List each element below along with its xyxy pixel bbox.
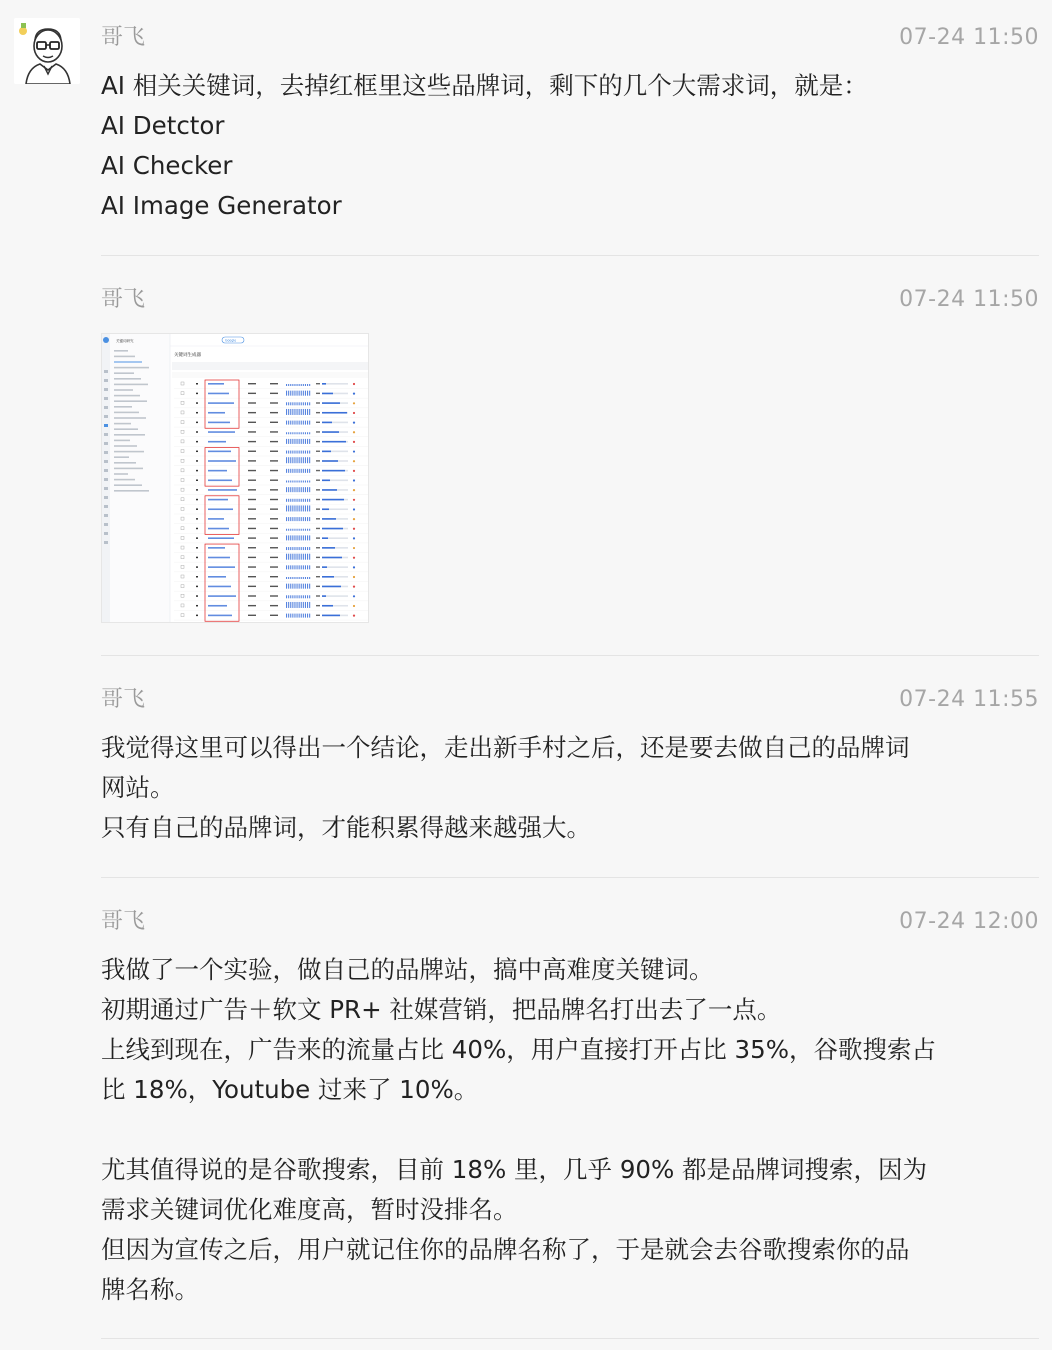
sender-name[interactable]: 哥飞	[101, 287, 146, 312]
message-line: 比 18%，Youtube 过来了 10%。	[101, 1075, 479, 1104]
sidebar-title: 关键词研究	[116, 339, 134, 343]
message-line: 尤其值得说的是谷歌搜索，目前 18% 里，几乎 90% 都是品牌词搜索，因为	[101, 1155, 928, 1184]
message-timestamp: 07-24 11:50	[899, 25, 1039, 50]
message	[101, 686, 1039, 856]
message-line-blank	[101, 1110, 1039, 1150]
sender-name[interactable]: 哥飞	[101, 25, 146, 50]
message-divider	[101, 1338, 1039, 1339]
tool-page-title: 关键词生成器	[174, 353, 201, 358]
message-line: AI Checker	[101, 151, 233, 180]
keyword-tool-screenshot	[102, 334, 369, 623]
message-line: 牌名称。	[101, 1275, 199, 1304]
avatar[interactable]	[14, 18, 80, 84]
message	[101, 286, 1039, 631]
message-divider	[101, 655, 1039, 656]
message-line: 我觉得这里可以得出一个结论，走出新手村之后，还是要去做自己的品牌词	[101, 733, 910, 762]
message	[101, 908, 1039, 1328]
sender-name[interactable]: 哥飞	[101, 687, 146, 712]
message-line: AI Image Generator	[101, 191, 342, 220]
message-divider	[101, 877, 1039, 878]
message	[101, 24, 1039, 234]
message-line: 初期通过广告＋软文 PR+ 社媒营销，把品牌名打出去了一点。	[101, 995, 782, 1024]
message-divider	[101, 255, 1039, 256]
avatar-portrait-icon	[14, 18, 80, 84]
message-text	[101, 950, 1039, 1310]
app-logo-icon	[103, 337, 109, 343]
message-line: 我做了一个实验，做自己的品牌站，搞中高难度关键词。	[101, 955, 714, 984]
search-engine-label: Google	[225, 338, 237, 343]
message-line: 网站。	[101, 773, 175, 802]
screenshot-attachment[interactable]	[101, 333, 369, 623]
message-timestamp: 07-24 11:55	[899, 687, 1039, 712]
message-line: 但因为宣传之后，用户就记住你的品牌名称了，于是就会去谷歌搜索你的品	[101, 1235, 910, 1264]
message-line: 需求关键词优化难度高，暂时没排名。	[101, 1195, 518, 1224]
message-line: 只有自己的品牌词，才能积累得越来越强大。	[101, 813, 591, 842]
message-text	[101, 66, 1039, 226]
message-timestamp: 07-24 11:50	[899, 287, 1039, 312]
message-line: 上线到现在，广告来的流量占比 40%，用户直接打开占比 35%，谷歌搜索占	[101, 1035, 936, 1064]
message-text	[101, 728, 1039, 848]
message-line: AI 相关关键词，去掉红框里这些品牌词，剩下的几个大需求词，就是：	[101, 71, 868, 100]
message-line: AI Detctor	[101, 111, 225, 140]
sender-name[interactable]: 哥飞	[101, 909, 146, 934]
message-timestamp: 07-24 12:00	[899, 909, 1039, 934]
